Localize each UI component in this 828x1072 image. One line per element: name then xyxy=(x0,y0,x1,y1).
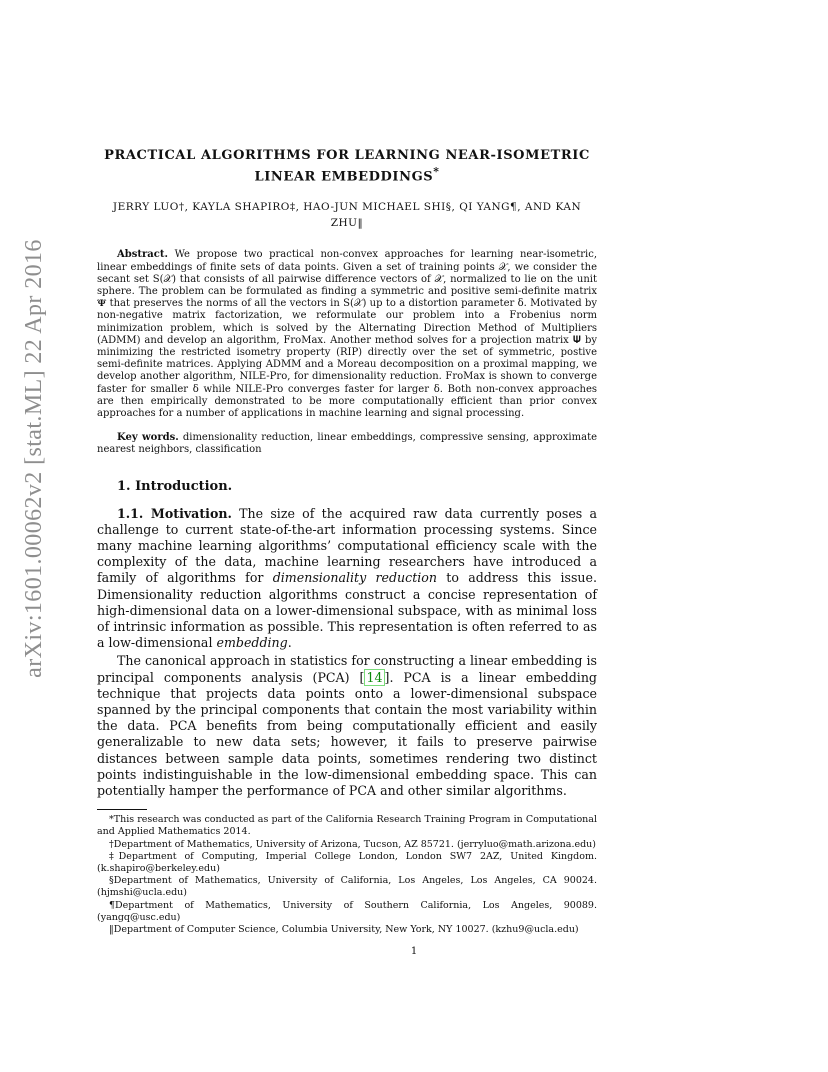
footnote-funding: *This research was conducted as part of the California Research Training Program in Computational and Applied Mathematics 2014. xyxy=(97,814,597,838)
abstract-label: Abstract. xyxy=(117,249,168,261)
arxiv-sidebar xyxy=(17,238,51,678)
footnote-author: §Department of Mathematics, University of California, Los Angeles, Los Angeles, CA 90024. (hjmshi@ucla.edu) xyxy=(97,875,597,899)
paragraph-text: The size of the acquired raw data currently poses a challenge to current state-of-the-art information processing systems. Since many machine learning algorithms’ computational efficiency scale with the complexity of the data, machine learning researchers have introduced a family of algorithms for xyxy=(97,505,597,586)
paragraph-text: . xyxy=(287,635,292,651)
footnote-divider xyxy=(97,809,147,810)
title-line-2: LINEAR EMBEDDINGS xyxy=(254,169,434,185)
citation-link[interactable]: 14 xyxy=(366,669,383,685)
paper-title xyxy=(97,148,597,185)
emphasis-text: dimensionality reduction xyxy=(272,570,437,586)
keywords xyxy=(97,432,597,456)
title-line-1: PRACTICAL ALGORITHMS FOR LEARNING NEAR-ISOMETRIC xyxy=(104,148,590,163)
motivation-paragraph xyxy=(97,506,597,652)
footnote-author: †Department of Mathematics, University of Arizona, Tucson, AZ 85721. (jerryluo@math.arizona.edu) xyxy=(109,838,596,850)
abstract-text: We propose two practical non-convex approaches for learning near-isometric, linear embeddings of finite sets of data points. Given a set of training points 𝒳, we consider the secant set S(𝒳) that consists of all pairwise difference vectors of 𝒳, normalized to lie on the unit sphere. The problem can be formulated as finding a symmetric and positive semi-definite matrix 𝚿 that preserves the norms of all the vectors in S(𝒳) up to a distortion parameter δ. Motivated by non-negative matrix factorization, we reformulate our problem into a Frobenius norm minimization problem, which is solved by the Alternating Direction Method of Multipliers (ADMM) and develop an algorithm, FroMax. Another method solves for a projection matrix 𝚿 by minimizing the restricted isometry property (RIP) directly over the set of symmetric, postive semi-definite matrices. Applying ADMM and a Moreau decomposition on a proximal mapping, we develop another algorithm, NILE-Pro, for dimensionality reduction. FroMax is shown to converge faster for smaller δ while NILE-Pro converges faster for larger δ. Both non-convex approaches are then empirically demonstrated to be more computationally efficient than prior convex approaches for a number of applications in machine learning and signal processing. xyxy=(97,249,597,419)
pca-paragraph: The canonical approach in statistics for constructing a linear embedding is principal components analysis (PCA) [ 14 ]. PCA is a linear embedding technique that projects data points onto a lower-dimensional subspace spanned by the principal components that contain the most variability within the data. PCA benefits from being computationally efficient and easily generalizable to new data sets; however, it fails to preserve pairwise distances between sample data points, sometimes rendering two distinct points indistinguishable in the low-dimensional embedding space. This can potentially hamper the performance of PCA and other similar algorithms. xyxy=(97,653,597,799)
page-number: 1 xyxy=(410,946,418,957)
title-footnote-mark: * xyxy=(433,165,440,178)
footnote-author: ¶Department of Mathematics, University of Southern California, Los Angeles, 90089. (yangq@usc.edu) xyxy=(97,899,597,923)
footnote-author: ‡Department of Computing, Imperial College London, London SW7 2AZ, United Kingdom. (k.shapiro@berkeley.edu) xyxy=(97,850,597,875)
paragraph-text: to address this issue. Dimensionality reduction algorithms construct a concise representation of high-dimensional data on a lower-dimensional subspace, with as minimal loss of intrinsic information as possible. This representation is often referred to as a low-dimensional xyxy=(97,570,597,651)
abstract xyxy=(97,249,597,420)
subsection-heading-motivation: 1.1. Motivation. xyxy=(117,505,232,521)
paragraph-text: The canonical approach in statistics for constructing a linear embedding is principal components analysis (PCA) xyxy=(97,653,597,685)
footnotes xyxy=(97,814,597,936)
arxiv-identifier: arXiv:1601.00062v2 [stat.ML] 22 Apr 2016 xyxy=(20,238,47,678)
keywords-text: dimensionality reduction, linear embeddings, compressive sensing, approximate nearest neighbors, classification xyxy=(97,432,597,456)
keywords-label: Key words. xyxy=(117,432,179,444)
section-heading-introduction: 1. Introduction. xyxy=(117,478,233,494)
emphasis-text: embedding xyxy=(216,635,288,651)
paragraph-text: . PCA is a linear embedding technique that projects data points onto a lower-dimensional subspace spanned by the principal components that contain the most variability within the data. PCA benefits from being computationally efficient and easily generalizable to new data sets; however, it fails to preserve pairwise distances between sample data points, sometimes rendering two distinct points indistinguishable in the low-dimensional embedding space. This can potentially hamper the performance of PCA and other similar algorithms. xyxy=(97,669,597,799)
footnote-author: ‖Department of Computer Science, Columbia University, New York, NY 10027. (kzhu9@ucla.edu) xyxy=(109,924,579,936)
author-list: JERRY LUO†, KAYLA SHAPIRO‡, HAO-JUN MICHAEL SHI§, QI YANG¶, AND KAN ZHU‖ xyxy=(112,201,582,230)
page-content xyxy=(97,148,597,936)
